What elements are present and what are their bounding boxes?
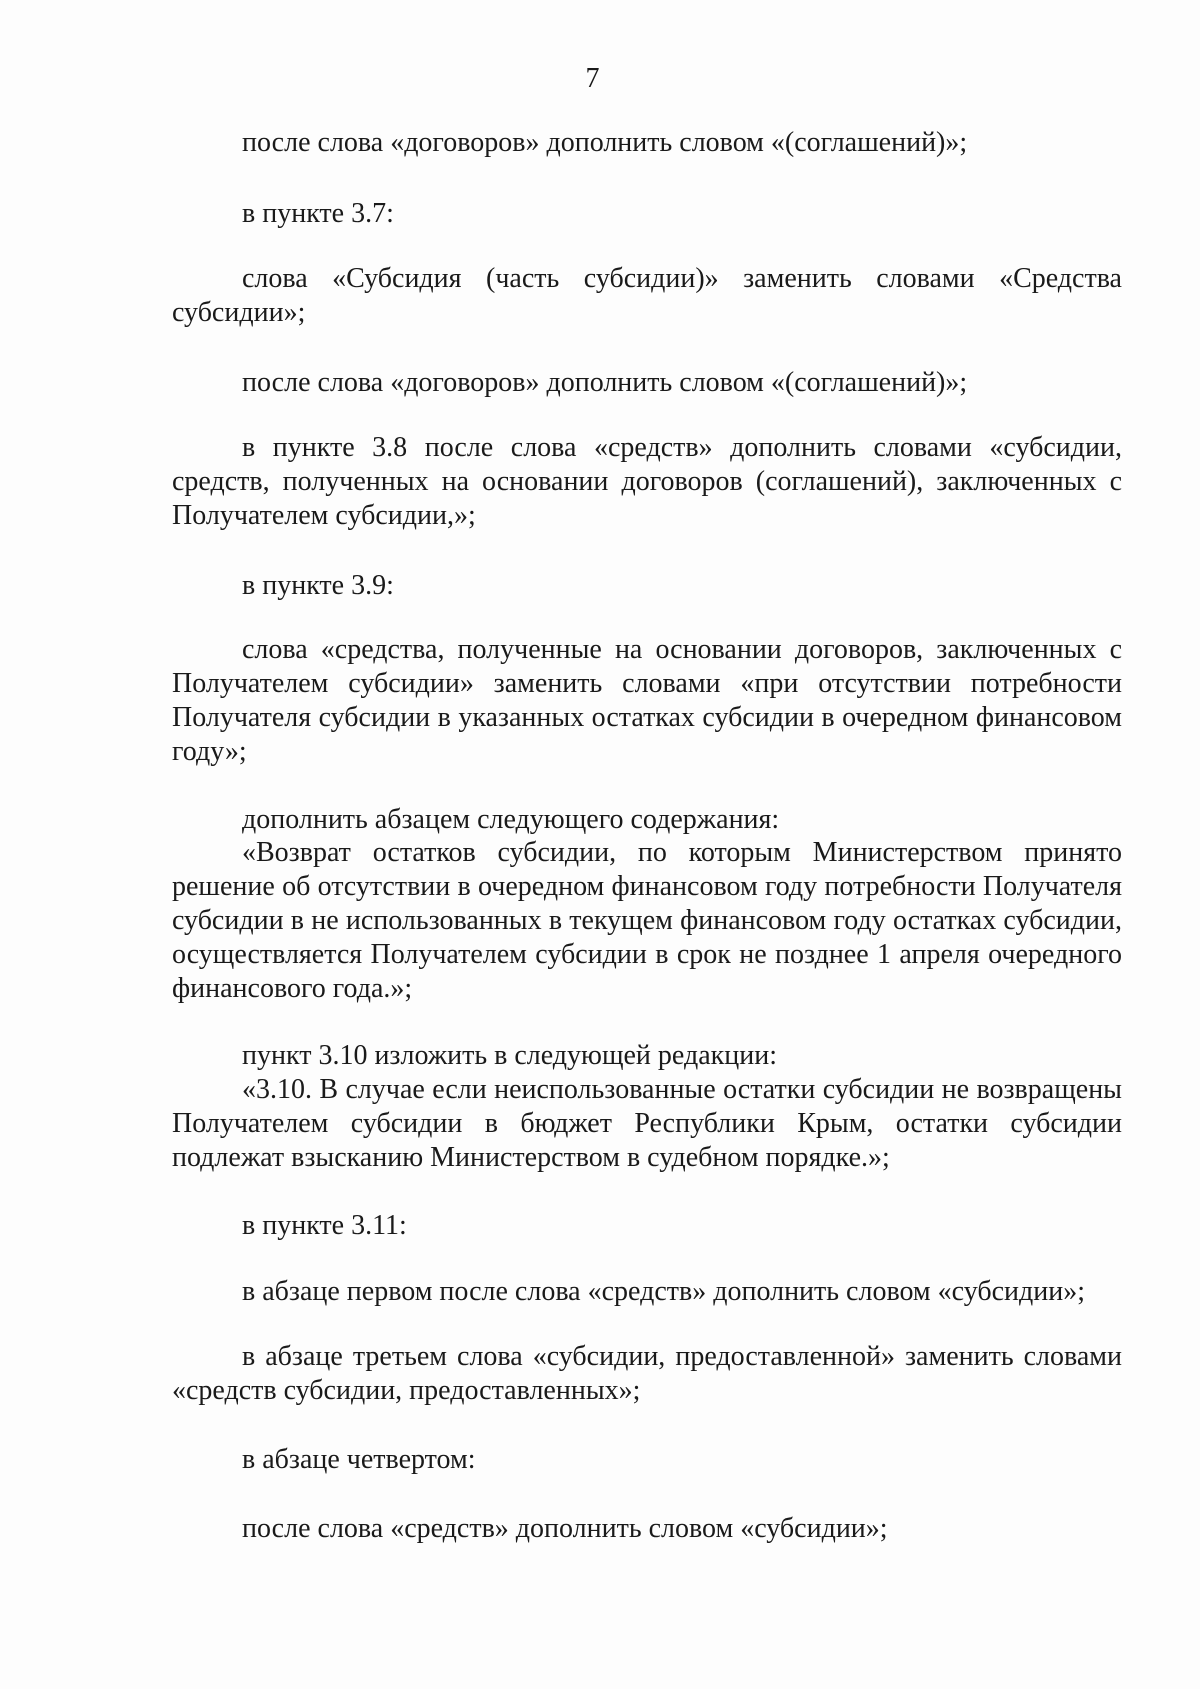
paragraph: пункт 3.10 изложить в следующей редакции: [242, 1040, 777, 1071]
paragraph: в абзаце третьем слова «субсидии, предоставленной» заменить словами «средств субсидии, предоставленных»; [172, 1341, 1122, 1406]
paragraph: в пункте 3.8 после слова «средств» дополнить словами «субсидии, средств, полученных на основании договоров (соглашений), заключенных с Получателем субсидии,»; [172, 432, 1122, 531]
paragraph: после слова «средств» дополнить словом «субсидии»; [242, 1513, 888, 1544]
paragraph: в абзаце четвертом: [242, 1444, 476, 1475]
paragraph: после слова «договоров» дополнить словом «(соглашений)»; [242, 367, 968, 398]
paragraph: «Возврат остатков субсидии, по которым Министерством принято решение об отсутствии в очередном финансовом году потребности Получателя субсидии в не использованных в текущем финансовом году остатках субсидии, осуществляется Получателем субсидии в срок не позднее 1 апреля очередного финансового года.»; [172, 837, 1122, 1004]
paragraph: после слова «договоров» дополнить словом «(соглашений)»; [242, 127, 968, 158]
paragraph: в пункте 3.11: [242, 1210, 407, 1241]
page-number: 7 [585, 63, 600, 94]
paragraph: в абзаце первом после слова «средств» дополнить словом «субсидии»; [242, 1276, 1085, 1307]
paragraph: в пункте 3.7: [242, 198, 394, 229]
paragraph: в пункте 3.9: [242, 570, 394, 601]
paragraph: слова «Субсидия (часть субсидии)» заменить словами «Средства субсидии»; [172, 263, 1122, 328]
paragraph: слова «средства, полученные на основании договоров, заключенных с Получателем субсидии» заменить словами «при отсутствии потребности Получателя субсидии в указанных остатках субсидии в очередном финансовом году»; [172, 634, 1122, 767]
paragraph: «3.10. В случае если неиспользованные остатки субсидии не возвращены Получателем субсидии в бюджет Республики Крым, остатки субсидии подлежат взысканию Министерством в судебном порядке.»; [172, 1074, 1122, 1173]
paragraph: дополнить абзацем следующего содержания: [242, 804, 780, 835]
